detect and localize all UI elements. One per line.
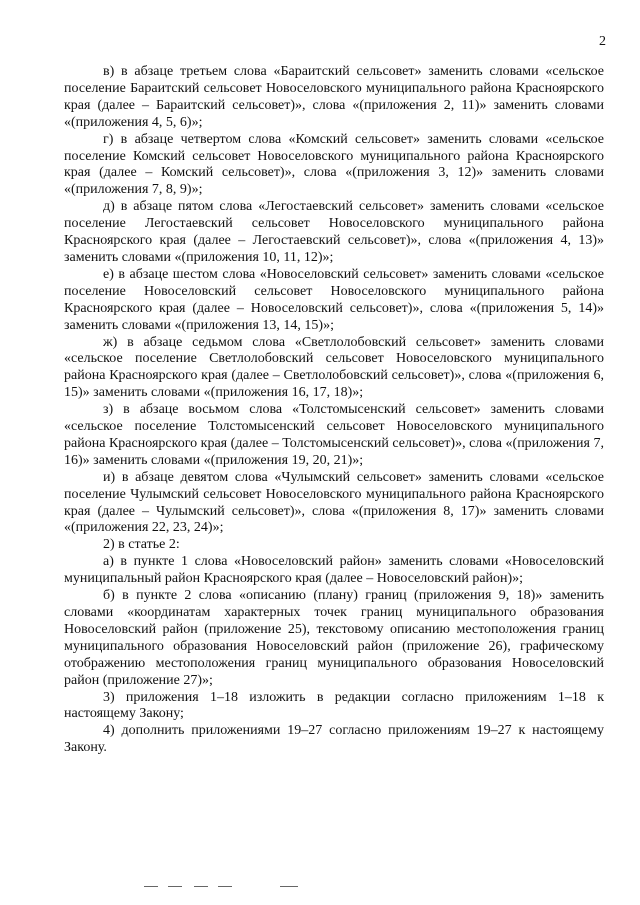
paragraph-i: и) в абзаце девятом слова «Чулымский сельсовет» заменить словами «сельское поселение Чулымский сельсовет Новоселовского муниципального района Красноярского края (далее – Чулымский сельсовет)», слова «(приложения 8, 17)» заменить словами «(приложения 22, 23, 24)»; [64, 469, 604, 536]
paragraph-z: з) в абзаце восьмом слова «Толстомысенский сельсовет» заменить словами «сельское поселение Толстомысенский сельсовет Новоселовского муниципального района Красноярского края (далее – Толстомысенский сельсовет)», слова «(приложения 7, 16)» заменить словами «(приложения 19, 20, 21)»; [64, 402, 604, 468]
paragraph-item-2: 2) в статье 2: [103, 537, 180, 553]
page-number: 2 [599, 34, 606, 49]
document-body [64, 64, 604, 757]
scan-artifact-marks [144, 886, 364, 890]
scan-mark [280, 886, 298, 887]
paragraph-g: г) в абзаце четвертом слова «Комский сельсовет» заменить словами «сельское поселение Комский сельсовет Новоселовского муниципального района Красноярского края (далее – Комский сельсовет)», слова «(приложения 3, 12)» заменить словами «(приложения 7, 8, 9)»; [64, 131, 604, 198]
paragraph-e: е) в абзаце шестом слова «Новоселовский сельсовет» заменить словами «сельское поселение Новоселовский сельсовет Новоселовского муниципального района Красноярского края (далее – Новоселовский сельсовет)», слова «(приложения 5, 14)» заменить словами «(приложения 13, 14, 15)»; [64, 266, 604, 333]
paragraph-zh: ж) в абзаце седьмом слова «Светлолобовский сельсовет» заменить словами «сельское поселение Светлолобовский сельсовет Новоселовского муниципального района Красноярского края (далее – Светлолобовский сельсовет)», слова «(приложения 6, 15)» заменить словами «(приложения 16, 17, 18)»; [64, 334, 604, 401]
paragraph-item-2b: б) в пункте 2 слова «описанию (плану) границ (приложения 9, 18)» заменить словами «координатам характерных точек границ муниципального образования Новоселовский район (приложение 25), текстовому описанию местоположения границ муниципального образования Новоселовский район (приложение 26), графическому отображению местоположения границ муниципального образования Новоселовский район (приложение 27)»; [64, 588, 604, 688]
paragraph-item-3: 3) приложения 1–18 изложить в редакции согласно приложениям 1–18 к настоящему Закону; [64, 689, 604, 722]
paragraph-item-2a: а) в пункте 1 слова «Новоселовский район» заменить словами «Новоселовский муниципальный район Красноярского края (далее – Новоселовский район)»; [64, 554, 604, 587]
paragraph-v: в) в абзаце третьем слова «Бараитский сельсовет» заменить словами «сельское поселение Бараитский сельсовет Новоселовского муниципального района Красноярского края (далее – Бараитский сельсовет)», слова «(приложения 2, 11)» заменить словами «(приложения 4, 5, 6)»; [64, 64, 604, 130]
scan-mark [144, 886, 158, 887]
scan-mark [218, 886, 232, 887]
paragraph-d: д) в абзаце пятом слова «Легостаевский сельсовет» заменить словами «сельское поселение Легостаевский сельсовет Новоселовского муниципального района Красноярского края (далее – Легостаевский сельсовет)», слова «(приложения 4, 13)» заменить словами «(приложения 10, 11, 12)»; [64, 199, 604, 265]
scan-mark [168, 886, 182, 887]
scan-mark [194, 886, 208, 887]
paragraph-item-4: 4) дополнить приложениями 19–27 согласно приложениям 19–27 к настоящему Закону. [64, 723, 604, 756]
